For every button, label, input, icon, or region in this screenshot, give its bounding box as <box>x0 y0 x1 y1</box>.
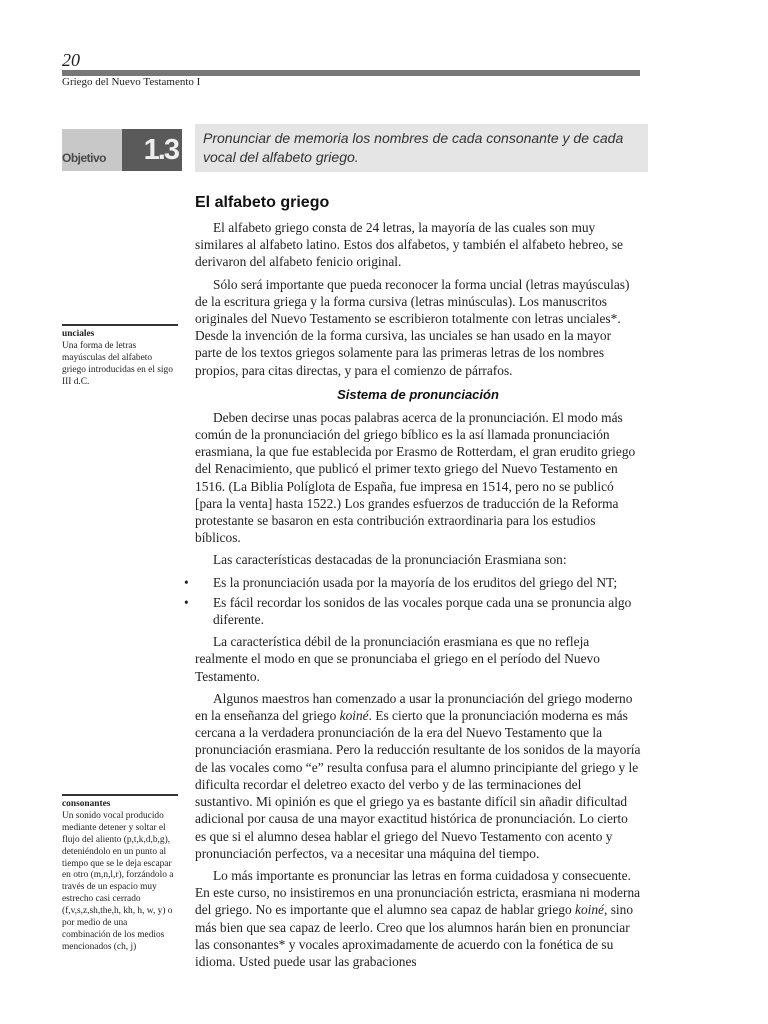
margin-note-term: unciales <box>62 329 95 339</box>
objective-label: Objetivo <box>62 151 107 165</box>
paragraph: Sólo será importante que pueda reconocer la forma uncial (letras mayúsculas) de la escritura griega y la forma cursiva (letras minúsculas). Los manuscritos originales del Nuevo Testamento se escribieron totalmente con letras unciales*. Desde la invención de la forma cursiva, las unciales se han usado en la mayor parte de los textos griegos solamente para las primeras letras de los nombres propios, para citas directas, y para el comienzo de párrafos. <box>195 276 630 378</box>
bullet-text: Es la pronunciación usada por la mayoría de los eruditos del griego del NT; <box>213 574 618 590</box>
margin-note-term: consonantes <box>62 799 111 809</box>
running-title: Griego del Nuevo Testamento I <box>62 76 201 88</box>
paragraph: Las características destacadas de la pronunciación Erasmiana son: <box>213 552 567 568</box>
margin-note-definition: Una forma de letras mayúsculas del alfabeto griego introducidas en el sigo III d.C. <box>62 340 173 387</box>
text-run: Lo más importante es pronunciar las letras en forma cuidadosa y consecuente. En este curso, no insistiremos en una pronunciación estricta, erasmiana ni moderna del griego. No es importante que el alumno sea capaz de hablar griego <box>195 867 641 918</box>
page-number: 20 <box>62 50 80 70</box>
margin-note-unciales <box>62 324 178 389</box>
bullet-item <box>184 574 641 591</box>
section-title: El alfabeto griego <box>195 194 330 211</box>
italic-term: koiné <box>339 708 369 724</box>
text-run: , sino más bien que sea capaz de leerlo. Creo que los alumnos harán bien en pronunciar las consonantes* y vocales aproximadamente de acuerdo con la fonética de su idioma. Usted puede usar las grabaciones <box>195 902 634 969</box>
margin-note-definition: Un sonido vocal producido mediante detener y soltar el flujo del aliento (p,t,k,d,b,g), deteniéndolo en un punto al tiempo que se le deja escapar en otro (m,n,l,r), forzándolo a través de un espacio muy estrecho casi cerrado (f,v,s,z,sh,the,h, kh, h, w, y) o por medio de una combinación de los medios mencionados (ch, j) <box>62 810 174 952</box>
bullet-list <box>184 574 641 629</box>
bullet-text: Es fácil recordar los sonidos de las vocales porque cada una se pronuncia algo diferente. <box>213 594 632 628</box>
paragraph <box>195 690 641 862</box>
objective-number: 1.3 <box>122 129 182 171</box>
italic-term: koiné <box>575 902 604 918</box>
bullet-item <box>184 594 641 628</box>
objective-text: Pronunciar de memoria los nombres de cada consonante y de cada vocal del alfabeto griego. <box>195 124 648 172</box>
text-run: . Es cierto que la pronunciación moderna es más cercana a la verdadera pronunciación de la era del Nuevo Testamento que la pronunciación erasmiana. Pero la reducción resultante de los sonidos de la mayoría de las vocales como “e” resulta confusa para el alumno principiante del griego y le dificulta recordar el deletreo exacto del verbo y de las terminaciones del sustantivo. Mi opinión es que el griego ya es bastante difícil sin añadir dificultad adicional por causa de una mayor exactitud histórica de pronunciación. Lo cierto es que si el alumno desea hablar el griego del Nuevo Testamento con acento y pronunciación perfectos, va a necesitar una máquina del tiempo. <box>195 708 641 861</box>
objective-box <box>62 129 182 171</box>
text-run: Algunos maestros han comenzado a usar la pronunciación del griego moderno en la enseñanza del griego <box>195 690 633 724</box>
subsection-title: Sistema de pronunciación <box>337 386 499 402</box>
margin-note-consonantes <box>62 794 178 954</box>
paragraph: El alfabeto griego consta de 24 letras, la mayoría de las cuales son muy similares al alfabeto latino. Estos dos alfabetos, y también el alfabeto hebreo, se derivaron del alfabeto fenicio original. <box>195 220 623 270</box>
bullet-icon: • <box>184 574 189 590</box>
bullet-icon: • <box>184 594 189 610</box>
paragraph <box>195 867 641 970</box>
paragraph: Deben decirse unas pocas palabras acerca de la pronunciación. El modo más común de la pronunciación del griego bíblico es la así llamada pronunciación erasmiana, la que fue establecida por Erasmo de Rotterdam, el gran erudito griego del Renacimiento, que publicó el primer texto griego del Nuevo Testamento en 1516. (La Biblia Políglota de España, fue impresa en 1514, pero no se publicó [para la venta] hasta 1522.) Los grandes esfuerzos de traducción de la Reforma protestante se basaron en esta contribución extraordinaria para los estudios bíblicos. <box>195 409 636 546</box>
paragraph: La característica débil de la pronunciación erasmiana es que no refleja realmente el modo en que se pronunciaba el griego en el período del Nuevo Testamento. <box>195 634 600 684</box>
main-column <box>184 192 641 975</box>
